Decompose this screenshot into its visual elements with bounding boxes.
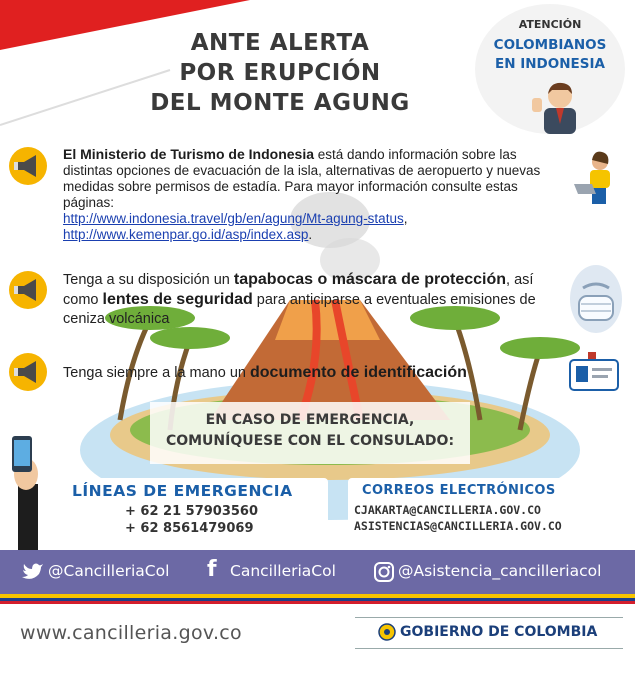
flag-stripe-red [0,601,635,604]
item-identification-advice [63,363,543,383]
man-avatar-icon [530,74,590,134]
identification-text: Tenga siempre a la mano un [63,365,250,381]
footer-website-link[interactable]: www.cancilleria.gov.co [20,622,242,644]
facebook-handle[interactable]: CancilleriaCol [230,562,336,580]
attention-headline [475,36,625,74]
megaphone-icon [8,146,48,186]
protection-text-1: Tenga a su disposición un [63,272,234,288]
emails-title: CORREOS ELECTRÓNICOS [362,483,556,498]
twitter-handle[interactable]: @CancilleriaCol [48,562,170,580]
megaphone-icon [8,270,48,310]
colombia-seal-icon [378,623,396,641]
title-line-3: DEL MONTE AGUNG [150,90,410,116]
link-indonesia-travel[interactable]: http://www.indonesia.travel/gb/en/agung/Mt-agung-status [63,211,404,226]
email-address-1[interactable]: CJAKARTA@CANCILLERIA.GOV.CO [354,503,541,517]
protection-text-3: para anticiparse a eventuales emisiones de ceniza volcánica [63,292,536,327]
title-line-2: POR ERUPCIÓN [179,60,381,86]
attention-line-2: EN INDONESIA [495,56,605,72]
protection-highlight-glasses: lentes de seguridad [102,291,253,308]
instagram-handle[interactable]: @Asistencia_cancilleriacol [398,562,602,580]
government-label: GOBIERNO DE COLOMBIA [400,624,598,640]
facebook-icon: f [207,557,217,582]
emergency-line-2: COMUNÍQUESE CON EL CONSULADO: [165,433,455,449]
twitter-icon [22,562,44,580]
woman-laptop-icon [570,148,622,208]
protection-text-2: , así como [63,272,534,308]
instagram-icon [374,562,394,582]
phone-number-1[interactable]: + 62 21 57903560 [125,504,259,519]
identification-highlight: documento de identificación [250,364,467,381]
protection-highlight-mask: tapabocas o máscara de protección [233,271,507,288]
item-ministry-info [63,146,558,243]
emergency-message [150,410,470,452]
ministry-text: está dando información sobre las distintas opciones de evacuación de la isla, alternativas de aeropuerto y nuevas medidas sobre permisos de estadía. Para mayor información consulte estas páginas: [63,147,541,210]
email-address-2[interactable]: ASISTENCIAS@CANCILLERIA.GOV.CO [354,519,562,533]
link1-suffix: , [403,211,408,226]
title-line-1: ANTE ALERTA [190,30,370,56]
main-title [150,28,410,118]
item-protection-advice [63,270,553,329]
megaphone-icon [8,352,48,392]
link2-suffix: . [308,227,313,242]
phone-hand-icon [8,434,46,552]
attention-line-1: COLOMBIANOS [493,37,607,53]
phone-number-2[interactable]: + 62 8561479069 [125,521,254,536]
ministry-bold-lead: El Ministerio de Turismo de Indonesia [63,146,315,162]
face-mask-icon [567,262,625,336]
attention-label: ATENCIÓN [518,18,582,31]
emergency-lines-title: LÍNEAS DE EMERGENCIA [72,482,293,500]
emergency-line-1: EN CASO DE EMERGENCIA, [205,412,415,428]
link-kemenpar[interactable]: http://www.kemenpar.go.id/asp/index.asp [63,227,309,242]
id-card-icon [568,352,620,392]
